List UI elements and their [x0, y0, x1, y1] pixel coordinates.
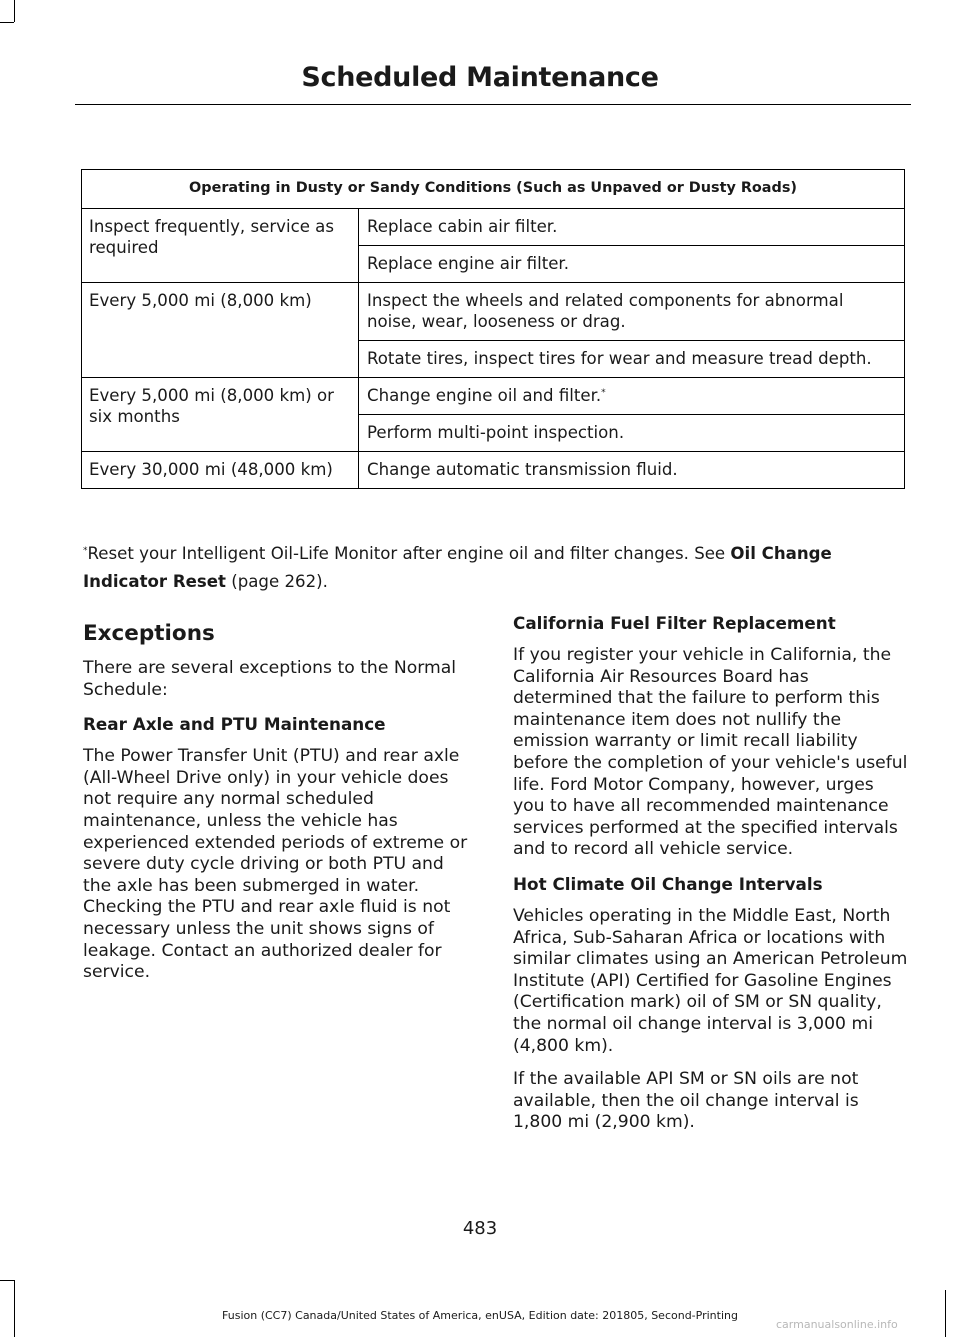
interval-cell: Every 30,000 mi (48,000 km)	[82, 452, 359, 489]
footnote-marker: *	[601, 388, 606, 398]
subsection-heading: Rear Axle and PTU Maintenance	[83, 714, 386, 735]
header-rule	[75, 104, 911, 105]
interval-cell: Inspect frequently, service as required	[82, 209, 359, 283]
table-header-row	[82, 170, 905, 209]
action-cell	[359, 378, 905, 415]
table-row	[82, 452, 905, 489]
maintenance-table	[81, 169, 905, 489]
paragraph: The Power Transfer Unit (PTU) and rear axle (All-Wheel Drive only) in your vehicle does not require any normal scheduled maintenance, unless the vehicle has experienced extended periods of extreme or severe duty cycle driving or both PTU and the axle has been submerged in water. Checking the PTU and rear axle fluid is not necessary unless the unit shows signs of leakage. Contact an authorized dealer for service.	[83, 746, 468, 983]
action-cell: Replace engine air filter.	[359, 246, 905, 283]
table-row	[82, 209, 905, 246]
left-column	[83, 620, 475, 996]
cross-reference-link[interactable]: Oil Change Indicator Reset	[83, 544, 832, 591]
paragraph: There are several exceptions to the Normal Schedule:	[83, 658, 457, 700]
crop-mark	[0, 22, 14, 23]
crop-mark	[14, 0, 15, 22]
paragraph: Vehicles operating in the Middle East, North Africa, Sub-Saharan Africa or locations with similar climates using an American Petroleum Institute (API) Certified for Gasoline Engines (Certification mark) oil of SM or SN quality, the normal oil change interval is 3,000 mi (4,800 km).	[513, 905, 908, 1056]
subsection-heading: California Fuel Filter Replacement	[513, 613, 836, 633]
action-cell: Change automatic transmission fluid.	[359, 452, 905, 489]
action-cell: Replace cabin air filter.	[359, 209, 905, 246]
action-cell: Inspect the wheels and related components for abnormal noise, wear, looseness or drag.	[359, 283, 905, 341]
action-text: Change engine oil and filter.	[367, 386, 602, 405]
interval-cell: Every 5,000 mi (8,000 km)	[82, 283, 359, 378]
page-number: 483	[462, 1218, 498, 1239]
section-heading: Exceptions	[83, 621, 215, 646]
paragraph: If you register your vehicle in California, the California Air Resources Board has determined that the failure to perform this maintenance item does not nullify the emission warranty or limit recall liability before the completion of your vehicle's useful life. Ford Motor Company, however, urges you to have all recommended maintenance services performed at the specified intervals and to record all vehicle service.	[513, 645, 908, 860]
footnote-text: Reset your Intelligent Oil-Life Monitor after engine oil and filter changes. See	[87, 544, 731, 563]
action-cell: Perform multi-point inspection.	[359, 415, 905, 452]
action-cell: Rotate tires, inspect tires for wear and measure tread depth.	[359, 341, 905, 378]
table-heading: Operating in Dusty or Sandy Conditions (Such as Unpaved or Dusty Roads)	[82, 170, 905, 209]
page-reference: (page 262).	[225, 572, 328, 591]
page-title: Scheduled Maintenance	[301, 62, 659, 93]
footnote-marker: *	[83, 546, 88, 556]
crop-mark	[0, 1280, 14, 1281]
right-column	[513, 612, 908, 1146]
table-footnote	[83, 540, 909, 596]
table-row	[82, 283, 905, 341]
watermark: carmanualsonline.info	[776, 1318, 898, 1331]
interval-cell: Every 5,000 mi (8,000 km) or six months	[82, 378, 359, 452]
table-row	[82, 378, 905, 415]
edition-line: Fusion (CC7) Canada/United States of America, enUSA, Edition date: 201805, Second-Printing	[222, 1309, 738, 1322]
paragraph: If the available API SM or SN oils are not available, then the oil change interval is 1,800 mi (2,900 km).	[513, 1069, 859, 1133]
subsection-heading: Hot Climate Oil Change Intervals	[513, 873, 823, 894]
